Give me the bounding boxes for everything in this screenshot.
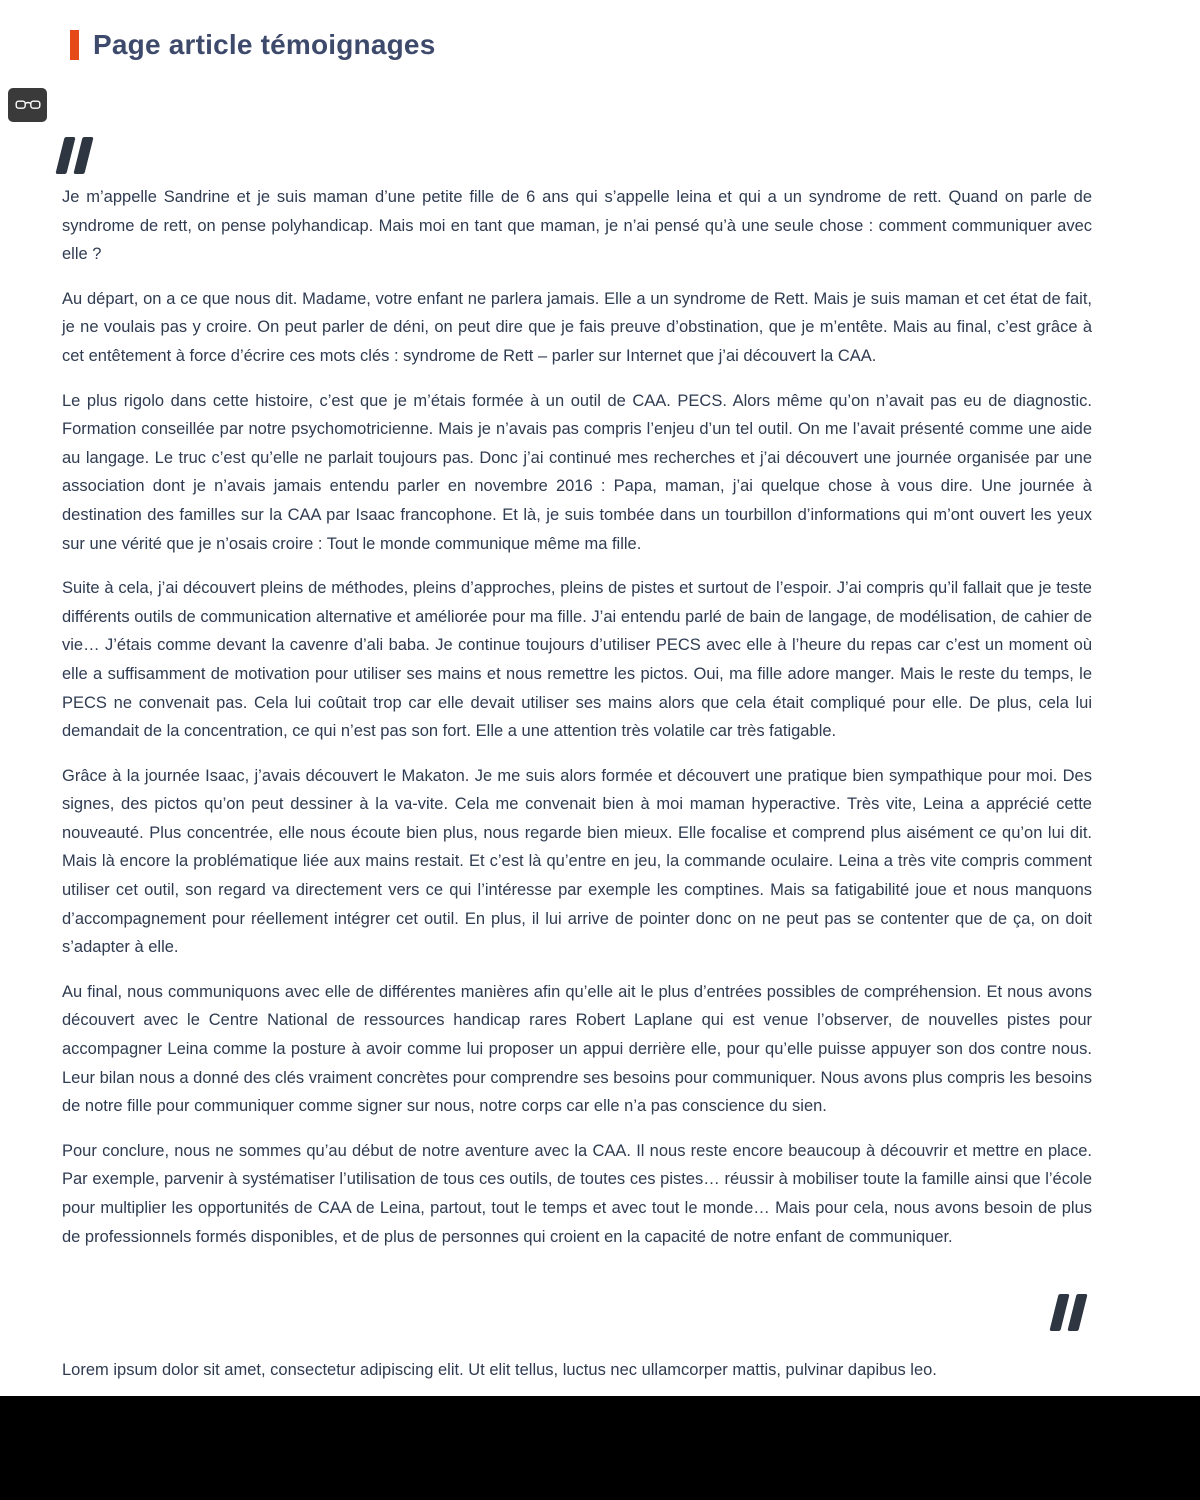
paragraph: Le plus rigolo dans cette histoire, c’est que je m’étais formée à un outil de CAA. PECS. Alors même qu’on n’avait pas eu de diagnostic. Formation conseillée par notre psychomotricienne. Mais je n’avais pas compris l’enjeu d’un tel outil. On me l’avait présenté comme une aide au langage. Le truc c’est qu’elle ne parlait toujours pas. Donc j’ai continué mes recherches et j’ai découvert une journée organisée par une association dont je n’avais jamais entendu parler en novembre 2016 : Papa, maman, j’ai quelque chose à vous dire. Une journée à destination des familles sur la CAA par Isaac francophone. Et là, je suis tombée dans un tourbillon d’informations qui m’ont ouvert les yeux sur une vérité que je n’osais croire : Tout le monde communique même ma fille. <box>62 391 1092 553</box>
page-header <box>70 10 435 80</box>
footer-bar <box>0 1396 1200 1500</box>
accessibility-widget-button[interactable] <box>8 88 47 122</box>
paragraph: Suite à cela, j’ai découvert pleins de méthodes, pleins d’approches, pleins de pistes et surtout de l’espoir. J’ai compris qu’il fallait que je teste différents outils de communication alternative et améliorée pour ma fille. J’ai entendu parlé de bain de langage, de modélisation, de cahier de vie… J’étais comme devant la cavenre d’ali baba. Je continue toujours d’utiliser PECS avec elle à l’heure du repas car c’est un moment où elle a suffisamment de motivation pour utiliser ses mains et nous remettre les pictos. Oui, ma fille adore manger. Mais le reste du temps, le PECS ne convenait pas. Cela lui coûtait trop car elle devait utiliser ses mains alors que cela était compliqué pour elle. De plus, cela lui demandait de la concentration, ce qui n’est pas son fort. Elle a une attention très volatile car très fatigable. <box>62 579 1092 741</box>
page-title: Page article témoignages <box>93 28 436 60</box>
paragraph: Je m’appelle Sandrine et je suis maman d’une petite fille de 6 ans qui s’appelle leina et qui a un syndrome de rett. Quand on parle de syndrome de rett, on pense polyhandicap. Mais moi en tant que maman, je n’ai pensé qu’à une seule chose : comment communiquer avec elle ? <box>62 188 1092 264</box>
glasses-icon <box>15 97 41 113</box>
closing-note: Lorem ipsum dolor sit amet, consectetur adipiscing elit. Ut elit tellus, luctus nec ullamcorper mattis, pulvinar dapibus leo. <box>62 1361 937 1379</box>
paragraph: Au final, nous communiquons avec elle de différentes manières afin qu’elle ait le plus d’entrées possibles de compréhension. Et nous avons découvert avec le Centre National de ressources handicap rares Robert Laplane qui est venue l’observer, de nouvelles pistes pour accompagner Leina comme la posture à avoir comme lui proposer un appui derrière elle, pour qu’elle puisse appuyer son dos contre nous. Leur bilan nous a donné des clés vraiment concrètes pour comprendre ses besoins pour communiquer. Nous avons plus compris les besoins de notre fille pour communiquer comme signer sur nous, notre corps car elle n’a pas conscience du sien. <box>62 982 1092 1116</box>
title-accent-bar <box>70 30 79 60</box>
paragraph: Grâce à la journée Isaac, j’avais découvert le Makaton. Je me suis alors formée et découvert une pratique bien sympathique pour moi. Des signes, des pictos qu’on peut dessiner à la va-vite. Cela me convenait bien à moi maman hyperactive. Très vite, Leina a apprécié cette nouveauté. Plus concentrée, elle nous écoute bien plus, nous regarde bien mieux. Elle focalise et comprend plus aisément ce qu’on lui dit. Mais là encore la problématique liée aux mains restait. Et c’est là qu’entre en jeu, la commande oculaire. Leina a très vite compris comment utiliser cet outil, son regard va directement vers ce qui l’intéresse par exemple les comptines. Mais sa fatigabilité joue et nous manquons d’accompagnement pour réellement intégrer cet outil. En plus, il lui arrive de pointer donc on ne peut pas se contenter que de ça, on doit s’adapter à elle. <box>62 766 1092 957</box>
paragraph: Pour conclure, nous ne sommes qu’au début de notre aventure avec la CAA. Il nous reste encore beaucoup à découvrir et mettre en place. Par exemple, parvenir à systématiser l’utilisation de tous ces outils, de toutes ces pistes… réussir à mobiliser toute la famille ainsi que l’école pour multiplier les opportunités de CAA de Leina, partout, tout le temps et avec tout le monde… Mais pour cela, nous avons besoin de plus de professionnels formés disponibles, et de plus de personnes qui croient en la capacité de notre enfant de communiquer. <box>62 1141 1092 1246</box>
testimonial-text <box>62 183 1092 1267</box>
closing-quote-icon <box>1054 1294 1083 1331</box>
paragraph: Au départ, on a ce que nous dit. Madame, votre enfant ne parlera jamais. Elle a un syndrome de Rett. Mais je suis maman et cet état de fait, je ne voulais pas y croire. On peut parler de déni, on peut dire que je fais preuve d’obstination, que je m’entête. Mais au final, c’est grâce à cet entêtement à force d’écrire ces mots clés : syndrome de Rett – parler sur Internet que j’ai découvert la CAA. <box>62 289 1092 365</box>
opening-quote-icon <box>60 137 89 174</box>
